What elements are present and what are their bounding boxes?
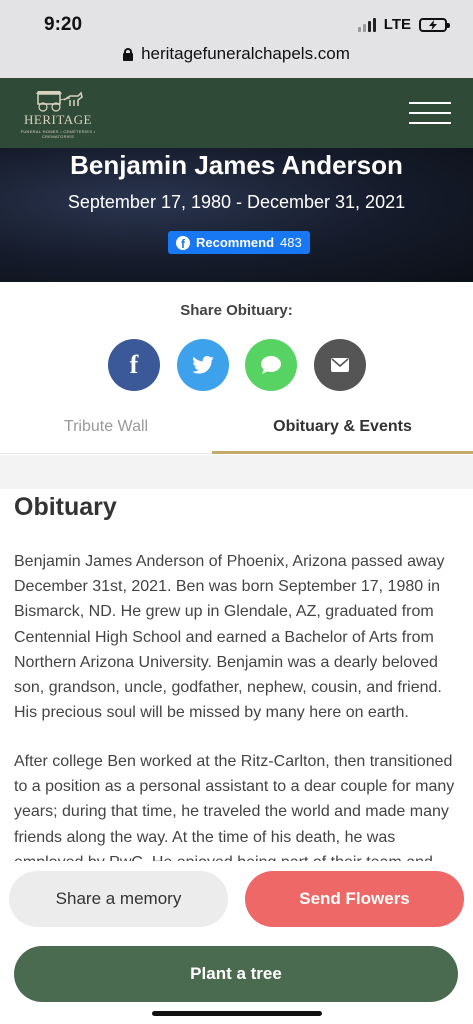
lock-icon (123, 48, 133, 61)
site-header (0, 78, 473, 148)
battery-charging-icon (419, 18, 447, 32)
deceased-name: Benjamin James Anderson (70, 150, 403, 180)
share-title: Share Obituary: (180, 302, 293, 319)
share-sms-button[interactable] (245, 339, 297, 391)
address-bar[interactable] (0, 44, 473, 64)
hamburger-menu-icon[interactable] (409, 102, 451, 124)
plant-tree-button[interactable]: Plant a tree (14, 946, 458, 1002)
signal-icon (358, 18, 376, 32)
obituary-paragraph: After college Ben worked at the Ritz-Carlton, then transitioned to a position as a personal assistant to a dear couple for many years; during that time, he traveled the world and made many friends along the way. At the time of his death, he was (14, 753, 455, 846)
status-time: 9:20 (44, 14, 83, 35)
section-divider (0, 455, 473, 489)
home-indicator[interactable] (152, 1011, 322, 1016)
logo-tagline: FUNERAL HOMES • CEMETERIES • CREMATORIES (20, 129, 96, 139)
tab-obituary-events[interactable]: Obituary & Events (273, 418, 412, 435)
url-text: heritagefuneralchapels.com (141, 44, 350, 63)
obituary-tabs (0, 400, 473, 454)
action-bar (0, 861, 473, 1024)
email-icon (331, 358, 349, 372)
share-facebook-button[interactable] (108, 339, 160, 391)
obituary-paragraph: Benjamin James Anderson of Phoenix, Arizona passed away December 31st, 2021. Ben was born September 17, 1980 in Bismarck, ND. He grew up in Glendale, AZ, graduated from Centennial High School and earned a Bachelor of Arts from Northern Arizona University. Benjamin was a dearly beloved son, grandson, uncle, godfather, nephew, cousin, and friend. His precious soul will be missed by many here on earth. (14, 553, 445, 722)
network-type: LTE (383, 16, 411, 33)
tab-tribute-wall[interactable]: Tribute Wall (63, 418, 149, 435)
obituary-content (0, 489, 473, 861)
status-bar (0, 0, 473, 78)
facebook-recommend-button[interactable] (168, 231, 310, 254)
hero-banner (0, 148, 473, 282)
twitter-icon (192, 356, 214, 374)
facebook-icon: f (176, 236, 190, 250)
logo-name: HERITAGE (24, 112, 92, 127)
share-email-button[interactable] (314, 339, 366, 391)
send-flowers-button[interactable]: Send Flowers (245, 871, 464, 927)
recommend-label: Recommend (196, 235, 275, 250)
sms-icon (260, 355, 282, 375)
recommend-count: 483 (280, 235, 302, 250)
status-indicators (358, 16, 447, 33)
obituary-heading: Obituary (14, 493, 117, 521)
facebook-icon: f (129, 350, 139, 379)
life-dates: September 17, 1980 - December 31, 2021 (67, 192, 406, 212)
active-tab-indicator (212, 451, 473, 454)
heritage-logo[interactable] (18, 88, 98, 140)
share-memory-button[interactable]: Share a memory (9, 871, 228, 927)
share-twitter-button[interactable] (177, 339, 229, 391)
carriage-icon (32, 88, 84, 112)
